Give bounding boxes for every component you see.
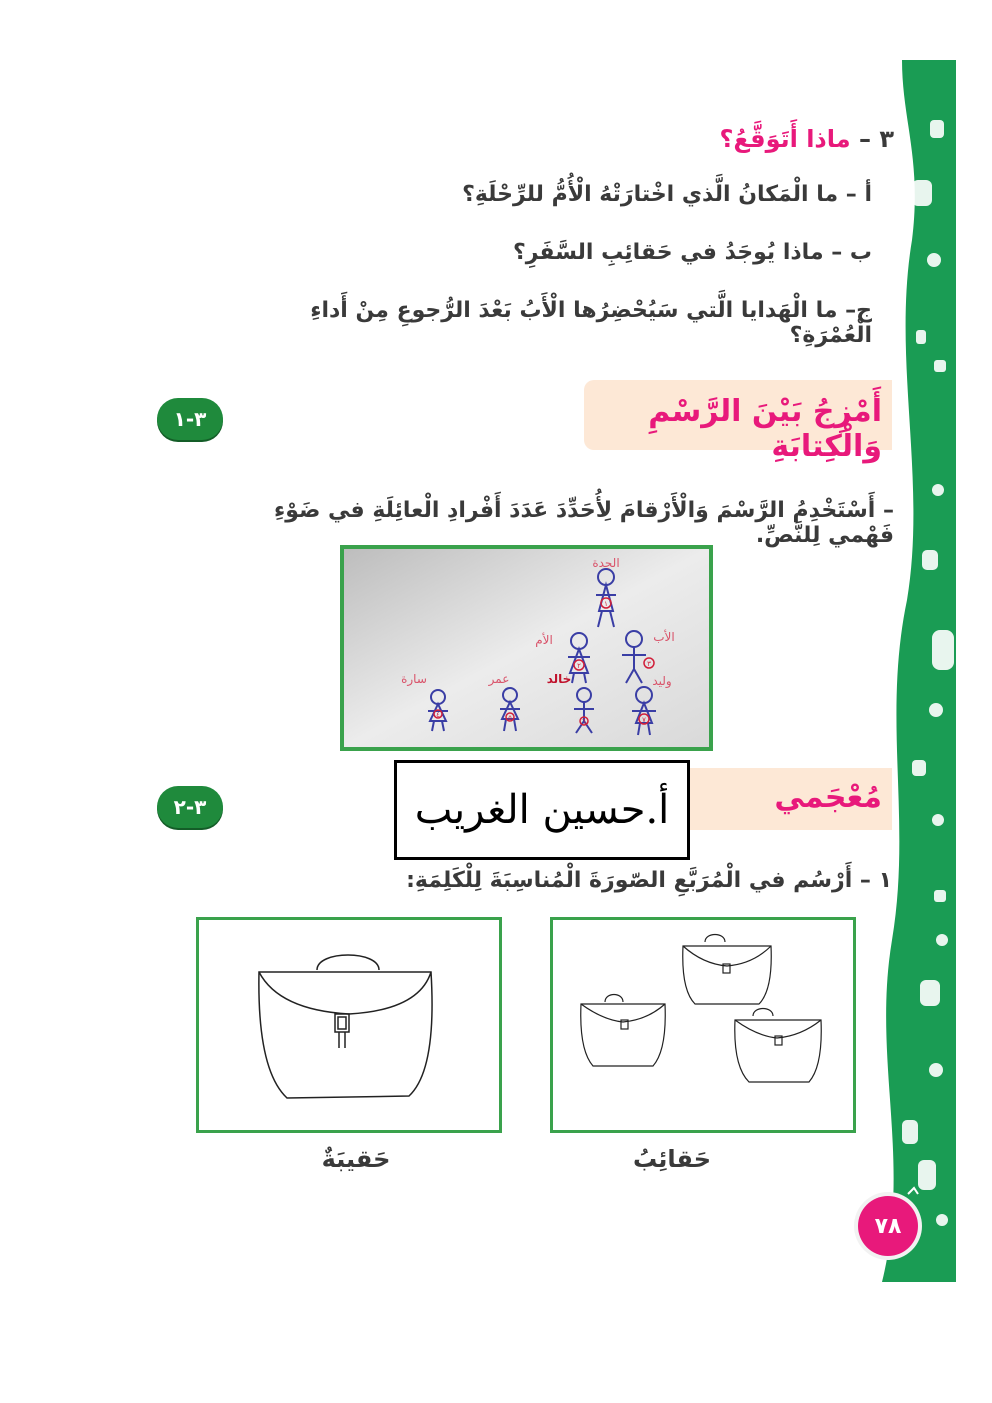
sketch-label: سارة xyxy=(401,672,427,686)
watermark-box: أ.حسين الغريب xyxy=(394,760,690,860)
section-badge-drawing: ٣-١ xyxy=(157,398,223,440)
question-item-c: ج– ما الْهَدايا الَّتي سَيُحْضِرُها الْأَبُ بَعْدَ الرُّجوعِ مِنْ أَداءِ الْعُمْرَةِ؟ xyxy=(310,298,872,348)
bags-icon xyxy=(553,920,853,1130)
section-title-drawing: أَمْزِجُ بَيْنَ الرَّسْمِ وَالْكِتابَةِ xyxy=(648,394,882,464)
question-number: ٣ – xyxy=(858,125,894,153)
sketch-label: الأم xyxy=(535,633,553,647)
drawing-instruction: – أَسْتَخْدِمُ الرَّسْمَ وَالْأَرْقامَ لِأُحَدِّدَ عَدَدَ أَفْرادِ الْعائِلَةِ في ضَوْءِ فَهْمي لِلنَّصِّ. xyxy=(274,498,894,548)
family-sketch-photo xyxy=(340,545,713,751)
question-title xyxy=(394,125,894,153)
bag-icon xyxy=(199,920,499,1130)
decorative-sidebar xyxy=(872,60,956,1282)
sketch-number: ٦ xyxy=(582,718,586,726)
section-title-dictionary: مُعْجَمي xyxy=(774,780,882,815)
sketch-number: ١ xyxy=(604,600,608,608)
sketch-label: وليد xyxy=(652,674,672,688)
sketch-label: الأب xyxy=(653,630,675,644)
question-item-b: ب – ماذا يُوجَدُ في حَقائِبِ السَّفَرِ؟ xyxy=(512,240,872,265)
sketch-label: عمر xyxy=(488,672,510,686)
page-number: ٧٨ xyxy=(874,1213,902,1239)
drawing-box-single[interactable] xyxy=(196,917,502,1133)
question-item-a: أ – ما الْمَكانُ الَّذي اخْتارَتْهُ الْأُمُّ للرِّحْلَةِ؟ xyxy=(462,182,872,207)
sketch-number: ٤ xyxy=(436,711,440,719)
word-single: حَقيبَةٌ xyxy=(321,1145,391,1173)
question-title-text: ماذا أَتَوَقَّعُ؟ xyxy=(719,125,851,153)
drawing-box-plural[interactable] xyxy=(550,917,856,1133)
sketch-number: ٧ xyxy=(642,716,646,724)
dictionary-instruction: ١ – أَرْسُم في الْمُرَبَّعِ الصّورَةَ الْمُناسِبَةَ لِلْكَلِمَةِ: xyxy=(406,868,892,893)
section-badge-dictionary: ٣-٢ xyxy=(157,786,223,828)
sketch-label: الجدة xyxy=(592,556,620,570)
word-plural: حَقائِبُ xyxy=(633,1145,711,1173)
sketch-number: ٣ xyxy=(647,660,651,668)
sketch-number: ٥ xyxy=(508,714,512,722)
sketch-label: خالد xyxy=(546,672,572,686)
sketch-number: ٢ xyxy=(577,662,581,670)
